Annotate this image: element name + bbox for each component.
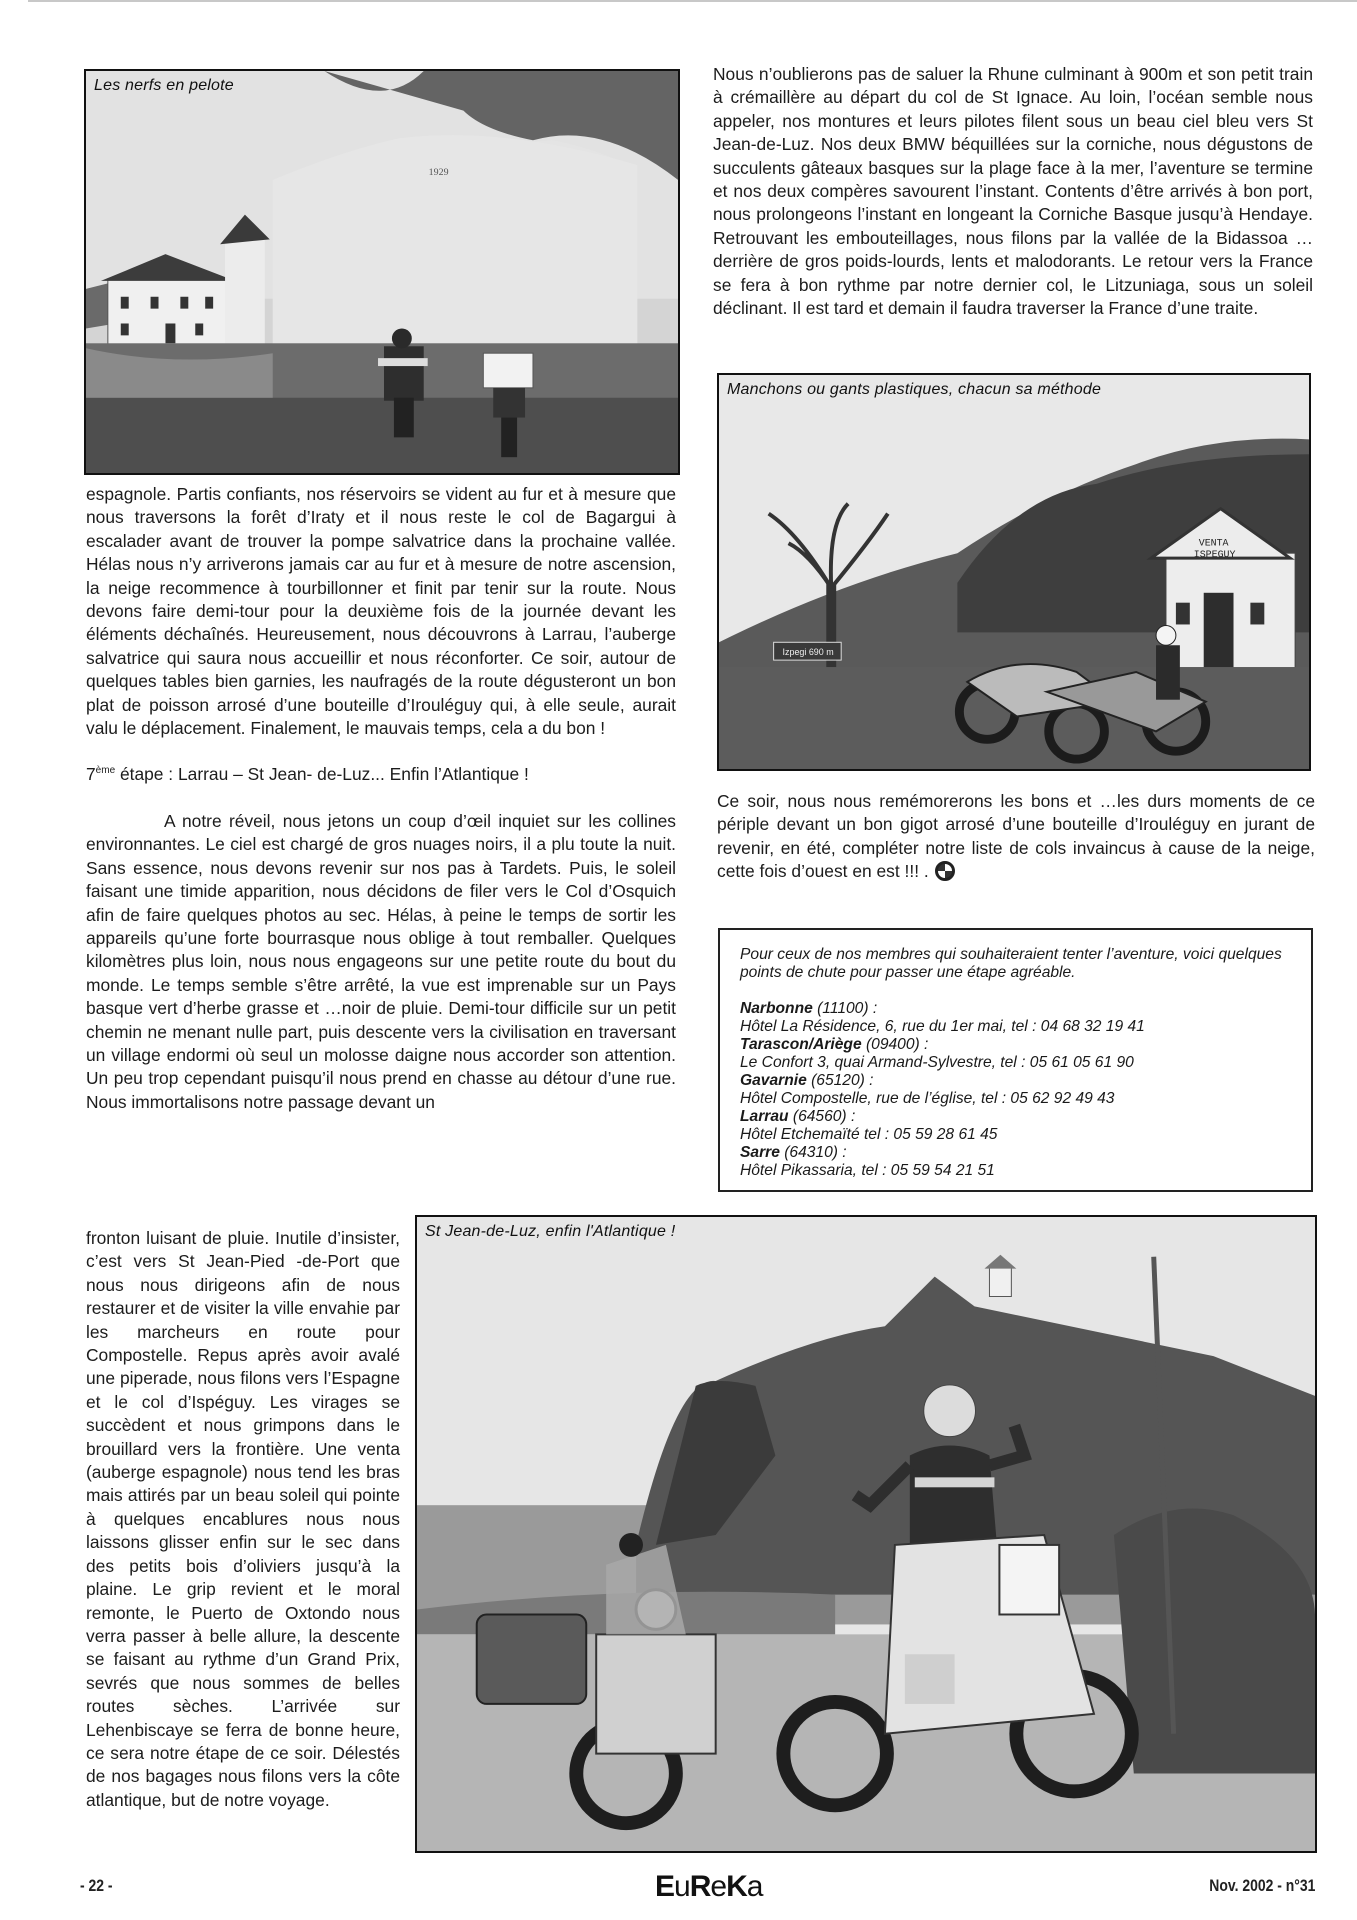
city-name: Tarascon/Ariège (740, 1036, 862, 1053)
photo-venta-ispeguy (717, 373, 1311, 771)
accommodation-entry (740, 1036, 1293, 1072)
bmw-roundel-icon (935, 861, 955, 881)
top-rule (28, 0, 1357, 2)
hotel-address: Le Confort 3, quai Armand-Sylvestre, tel : 05 61 05 61 90 (740, 1054, 1134, 1071)
paragraph-text (717, 790, 1315, 884)
paragraph-text: fronton luisant de pluie. Inutile d’insister, c’est vers St Jean-Pied -de-Port que nous nous dirigeons afin de nous restaurer et de visiter la ville envahie par les marcheurs en route pour Compostelle. Repus après avoir avalé une piperade, nous filons vers l’Espagne et le col d’Ispéguy. Les virages se succèdent et nous grimpons dans le brouillard vers la frontière. Une venta (auberge espagnole) nous tend les bras mais attirés par un beau soleil qui pointe à quelques encablures nous nous laissons glisser enfin sur le sec dans des petits bois d’oliviers jusqu’à la plaine. Le grip revient et le moral remonte, le Puerto de Oxtondo nous verra passer à belle allure, la descente se faisant au rythme d’un Grand Prix, sevrés que nous sommes de belles routes sèches. L’arrivée sur Lehenbiscaye se ferra de bonne heure, ce sera notre étape de ce soir. Délestés de nos bagages nous filons vers la côte atlantique, but de notre voyage. (86, 1228, 400, 1810)
city-name: Sarre (740, 1144, 780, 1161)
info-box-intro: Pour ceux de nos membres qui souhaiteraient tenter l’aventure, voici quelques points de chute pour passer une étape agréable. (740, 946, 1282, 981)
fronton-photo-illustration (86, 71, 678, 473)
city-name: Gavarnie (740, 1072, 807, 1089)
road-sign: Izpegi 690 m (782, 647, 834, 658)
postcode: (64310) : (779, 1144, 847, 1161)
issue-date: Nov. 2002 - n°31 (1208, 1876, 1315, 1895)
wall-year: 1929 (428, 166, 449, 178)
paragraph-text: espagnole. Partis confiants, nos réservoirs se vident au fur et à mesure que nous traversons la forêt d’Iraty et il nous reste le col de Bagargui à escalader avant de trouver la pompe salvatrice dans la prochaine vallée. Hélas nous n’y arriverons jamais car au fur et à mesure de notre ascension, la neige recommence à tourbillonner et finit par tenir sur la route. Nous devons faire demi-tour pour la deuxième fois de la journée devant les éléments déchaînés. Heureusement, nous découvrons à Larrau, l’auberge salvatrice qui saura nous accueillir et nous réconforter. Ce soir, autour de quelques tables bien garnies, les naufragés de la route dégusteront un bon plat de poisson arrosé d’une bouteille d’Irouléguy qui, à elle seule, aurait valu le déplacement. Finalement, le mauvais temps, cela a du bon ! (86, 484, 676, 739)
hotel-address: Hôtel La Résidence, 6, rue du 1er mai, tel : 04 68 32 19 41 (740, 1018, 1145, 1035)
stage-title: étape : Larrau – St Jean- de-Luz... Enfin l’Atlantique ! (115, 764, 529, 785)
photo-caption: Les nerfs en pelote (94, 77, 234, 94)
photo-caption: Manchons ou gants plastiques, chacun sa méthode (727, 381, 1102, 398)
accommodation-info-box (718, 928, 1313, 1192)
accommodation-entry (740, 1072, 1293, 1108)
logo-part: u (674, 1870, 690, 1903)
logo-part: e (710, 1870, 727, 1903)
article-left-column (86, 483, 676, 1114)
magazine-logo (655, 1870, 762, 1904)
venta-sign-line-2: ISPEGUY (1193, 549, 1236, 561)
city-name: Narbonne (740, 1000, 813, 1017)
accommodation-entry (740, 1144, 1293, 1180)
page-number: - 22 - (80, 1876, 113, 1895)
venta-sign-line-1: VENTA (1198, 537, 1229, 549)
article-left-narrow-column (86, 1227, 400, 1812)
hotel-address: Hôtel Compostelle, rue de l’église, tel : 05 62 92 49 43 (740, 1090, 1115, 1107)
st-jean-de-luz-photo-illustration (417, 1217, 1315, 1851)
photo-fronton (84, 69, 680, 475)
stage-ordinal: ème (95, 765, 116, 777)
postcode: (64560) : (788, 1108, 856, 1125)
hotel-address: Hôtel Pikassaria, tel : 05 59 54 21 51 (740, 1162, 995, 1179)
logo-part: E (655, 1870, 675, 1903)
article-paragraph-top-right (713, 63, 1313, 320)
hotel-address: Hôtel Etchemaïté tel : 05 59 28 61 45 (740, 1126, 998, 1143)
city-name: Larrau (740, 1108, 789, 1125)
photo-caption: St Jean-de-Luz, enfin l'Atlantique ! (425, 1223, 676, 1240)
paragraph-text: Nous n’oublierons pas de saluer la Rhune culminant à 900m et son petit train à crémaillère au départ du col de St Ignace. Au loin, l’océan semble nous appeler, nos montures et leurs pilotes filent sous un beau ciel bleu vers St Jean-de-Luz. Nos deux BMW béquillées sur la corniche, nous dégustons de succulents gâteaux basques sur la plage face à la mer, l’aventure se termine et nos deux compères savourent l’instant. Contents d’être arrivés à bon port, nous prolongeons l’instant en longeant la Corniche Basque jusqu’à Hendaye. Retrouvant les embouteillages, nous filons par la vallée de la Bidassoa … derrière de gros poids-lourds, lents et malodorants. Le retour vers la France se fera à bon rythme par notre dernier col, le Litzuniaga, sous un soleil déclinant. Il est tard et demain il faudra traverser la France d’une traite. (713, 64, 1313, 319)
photo-st-jean-de-luz (415, 1215, 1317, 1853)
stage-number: 7 (86, 764, 96, 785)
venta-photo-illustration (719, 375, 1309, 769)
conclusion-text: Ce soir, nous nous remémorerons les bons et …les durs moments de ce périple devant un bon gigot arrosé d’une bouteille d’Irouléguy en jurant de revenir, en été, compléter notre liste de cols invaincus à cause de la neige, cette fois d’ouest en est !!! . (717, 791, 1315, 882)
paragraph-text: A notre réveil, nous jetons un coup d’œil inquiet sur les collines environnantes. Le ciel est chargé de gros nuages noirs, il a plu toute la nuit. Sans essence, nous devons revenir sur nos pas à Tardets. Puis, le soleil faisant une timide apparition, nous décidons de filer vers le Col d’Osquich afin de faire quelques photos au sec. Hélas, à peine le temps de sortir les appareils qu’une forte bourrasque nous oblige à tout remballer. Quelques kilomètres plus loin, nous nous engageons sur une petite route du bout du monde. Le temps semble s’être arrêté, la vue est imprenable sur un Pays basque vert d’herbe grasse et …noir de pluie. Demi-tour difficile sur un petit chemin ne menant nulle part, puis descente vers la civilisation en traversant un village endormi où seul un molosse daigne nous accorder son attention. Un peu trop cependant puisqu’il nous prend en chasse au détour d’une rue. Nous immortalisons notre passage devant un (86, 810, 676, 1112)
logo-part: a (746, 1870, 763, 1903)
accommodation-list (740, 1000, 1293, 1180)
logo-part: R (689, 1870, 711, 1903)
postcode: (11100) : (812, 1000, 878, 1017)
accommodation-entry (740, 1000, 1293, 1036)
stage-heading (86, 763, 676, 786)
postcode: (65120) : (806, 1072, 874, 1089)
article-conclusion (717, 790, 1315, 884)
postcode: (09400) : (861, 1036, 929, 1053)
logo-part: K (726, 1870, 747, 1903)
accommodation-entry (740, 1108, 1293, 1144)
